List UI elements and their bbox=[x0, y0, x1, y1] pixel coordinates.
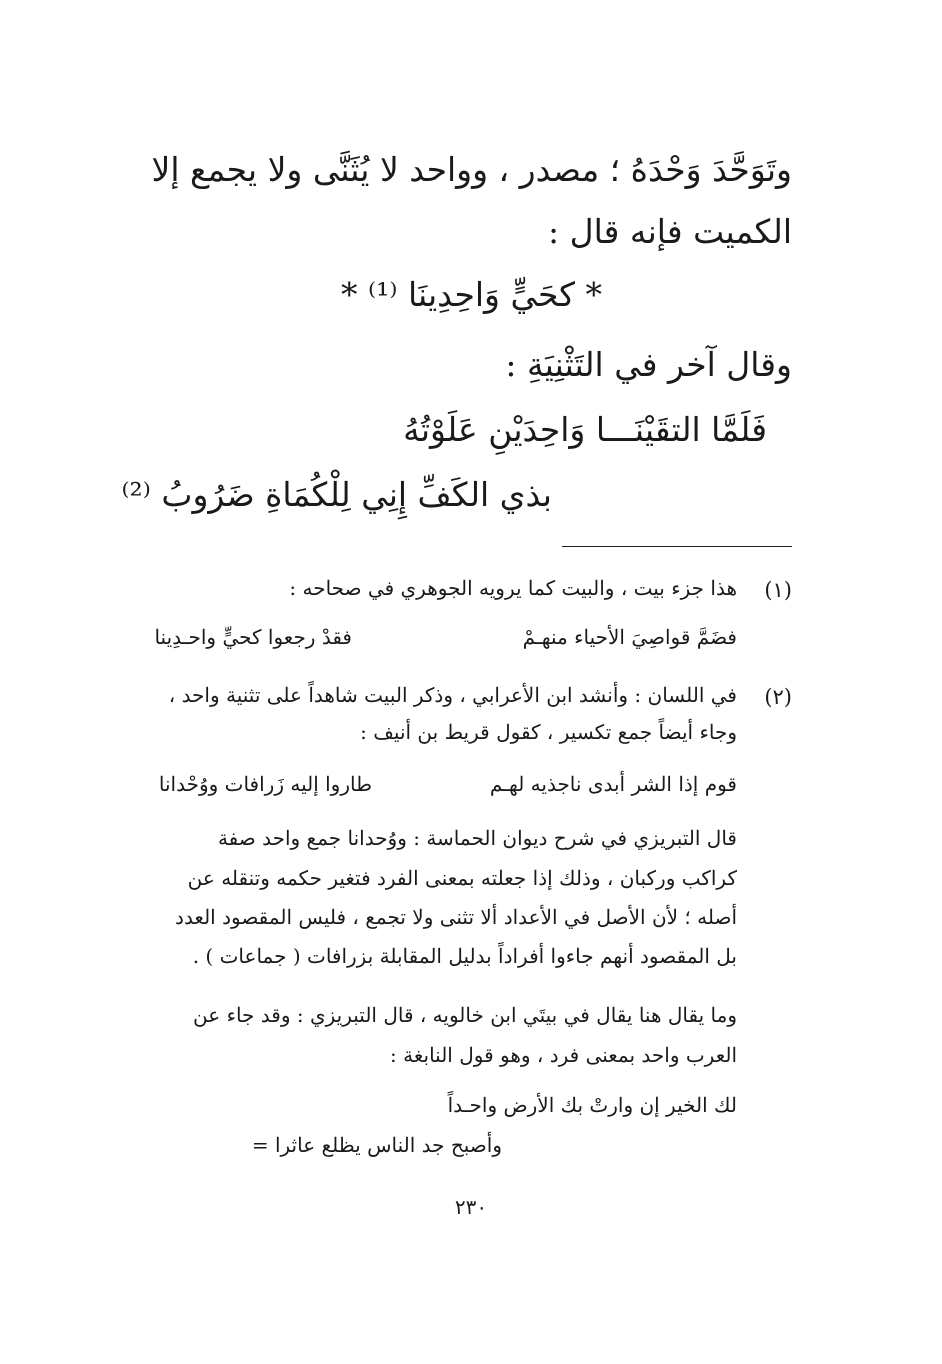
footnote-1-poem-right: فضَمَّ قواصِيَ الأحياء منهـمْ bbox=[522, 625, 737, 649]
footnote-separator bbox=[562, 546, 792, 547]
body-line-3: وقال آخر في التَثْنِيَةِ : bbox=[505, 345, 792, 384]
footnote-1-line: هذا جزء بيت ، والبيت كما يرويه الجوهري في صحاحه : bbox=[289, 576, 737, 600]
footnote-2-para-4: بل المقصود أنهم جاءوا أفراداً بدليل المقابلة بزرافات ( جماعات ) . bbox=[192, 944, 737, 968]
page-number: ٢٣٠ bbox=[454, 1195, 488, 1219]
verse-hemistich-2: بذي الكَفِّ إِنِي لِلْكُمَاةِ ضَرُوبُ ⁽²⁾ bbox=[121, 475, 552, 514]
footnote-1-poem-left: فقدْ رجعوا كحيٍّ واحـدِينا bbox=[154, 625, 352, 649]
footnote-2-poem-right: قوم إذا الشر أبدى ناجذيه لهـم bbox=[489, 772, 737, 796]
footnote-2-poem-left: طاروا إليه زَرافات ووُحْدانا bbox=[158, 772, 372, 796]
footnote-2-para-2: كراكب وركبان ، وذلك إذا جعلته بمعنى الفرد فتغير حكمه وتنقله عن bbox=[187, 866, 737, 890]
footnote-2-quote-1: وما يقال هنا يقال في بيتَي ابن خالويه ، قال التبريزي : وقد جاء عن bbox=[193, 1003, 737, 1027]
footnote-2-verse-2: وأصبح جد الناس يظلع عاثرا = bbox=[251, 1133, 502, 1157]
footnote-1-number: (١) bbox=[764, 578, 792, 602]
footnote-2-quote-2: العرب واحد بمعنى فرد ، وهو قول النابغة : bbox=[390, 1043, 737, 1067]
footnote-2-line-1: في اللسان : وأنشد ابن الأعرابي ، وذكر البيت شاهداً على تثنية واحد ، bbox=[168, 683, 737, 707]
footnote-2-verse-1: لك الخير إن وارتْ بك الأرض واحـداً bbox=[447, 1093, 737, 1117]
verse-fragment: * كحَيٍّ وَاحِدِينَا ⁽¹⁾ * bbox=[341, 275, 602, 314]
footnote-2-para-1: قال التبريزي في شرح ديوان الحماسة : ووُحدانا جمع واحد صفة bbox=[217, 826, 737, 850]
footnote-2-para-3: أصله ؛ لأن الأصل في الأعداد ألا تثنى ولا تجمع ، فليس المقصود العدد bbox=[175, 905, 737, 929]
body-line-2: الكميت فإنه قال : bbox=[548, 212, 792, 251]
body-line-1: وتَوَحَّدَ وَحْدَهُ ؛ مصدر ، وواحد لا يُثَنَّى ولا يجمع إلا bbox=[151, 150, 792, 189]
verse-hemistich-1: فَلَمَّا التقَيْنَـــا وَاحِدَيْنِ عَلَوْتُهُ bbox=[403, 410, 767, 449]
footnote-2-number: (٢) bbox=[764, 685, 792, 709]
footnote-2-line-2: وجاء أيضاً جمع تكسير ، كقول قريط بن أنيف : bbox=[360, 720, 737, 744]
